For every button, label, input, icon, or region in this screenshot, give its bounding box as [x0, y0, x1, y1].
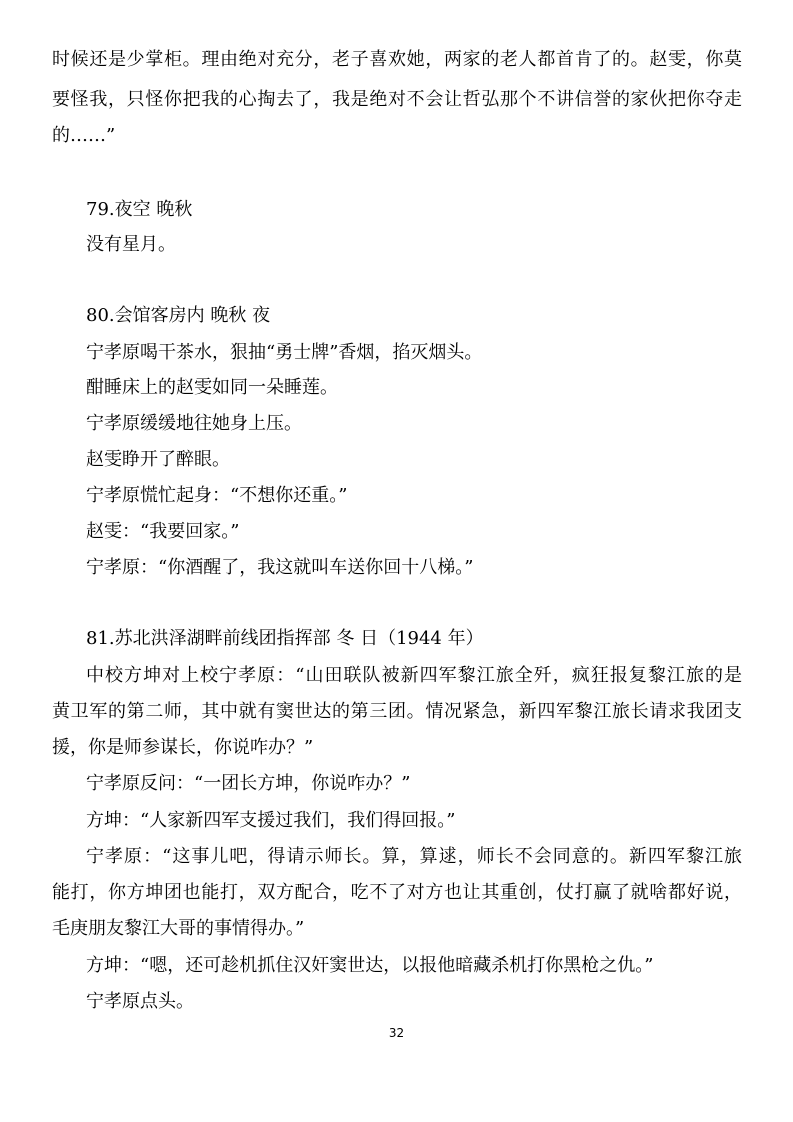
scene-heading-80: 80.会馆客房内 晚秋 夜: [86, 305, 271, 326]
scene80-line-1: 宁孝原喝干茶水，狠抽“勇士牌”香烟，掐灭烟头。: [86, 342, 483, 363]
scene81-p4-line-2: 能打，你方坤团也能打，双方配合，吃不了对方也让其重创，仗打赢了就啥都好说，: [52, 882, 742, 903]
scene80-line-7: 宁孝原：“你酒醒了，我这就叫车送你回十八梯。”: [86, 557, 474, 578]
page-number: 32: [388, 1026, 405, 1040]
scene-heading-81: 81.苏北洪泽湖畔前线团指挥部 冬 日（1944 年）: [86, 628, 484, 649]
carryover-line-2: 要怪我，只怪你把我的心掏去了，我是绝对不会让哲弘那个不讲信誉的家伙把你夺走: [52, 89, 742, 110]
scene81-p6: 宁孝原点头。: [86, 991, 194, 1012]
scene81-p3: 方坤：“人家新四军支援过我们，我们得回报。”: [86, 810, 456, 831]
scene81-p4-line-3: 毛庚朋友黎江大哥的事情得办。”: [52, 918, 305, 939]
scene81-p2: 宁孝原反问：“一团长方坤，你说咋办？”: [86, 773, 411, 794]
scene81-p4-line-1: 宁孝原：“这事儿吧，得请示师长。算，算逑，师长不会同意的。新四军黎江旅: [86, 846, 742, 867]
scene81-p1-line-1: 中校方坤对上校宁孝原：“山田联队被新四军黎江旅全歼，疯狂报复黎江旅的是: [86, 665, 742, 686]
scene81-p5: 方坤：“嗯，还可趁机抓住汉奸窦世达，以报他暗藏杀机打你黑枪之仇。”: [86, 955, 654, 976]
scene80-line-4: 赵雯睁开了醉眼。: [86, 449, 230, 470]
scene80-line-6: 赵雯：“我要回家。”: [86, 521, 240, 542]
scene80-line-2: 酣睡床上的赵雯如同一朵睡莲。: [86, 377, 338, 398]
carryover-line-1: 时候还是少掌柜。理由绝对充分，老子喜欢她，两家的老人都首肯了的。赵雯，你莫: [52, 49, 742, 70]
scene79-line-1: 没有星月。: [86, 234, 176, 255]
scene81-p1-line-2: 黄卫军的第二师，其中就有窦世达的第三团。情况紧急，新四军黎江旅长请求我团支: [52, 701, 742, 722]
scene81-p1-line-3: 援，你是师参谋长，你说咋办？”: [52, 737, 314, 758]
scene-heading-79: 79.夜空 晚秋: [86, 199, 193, 220]
scene80-line-5: 宁孝原慌忙起身：“不想你还重。”: [86, 485, 348, 506]
scene80-line-3: 宁孝原缓缓地往她身上压。: [86, 413, 302, 434]
carryover-line-3: 的……”: [52, 125, 116, 146]
